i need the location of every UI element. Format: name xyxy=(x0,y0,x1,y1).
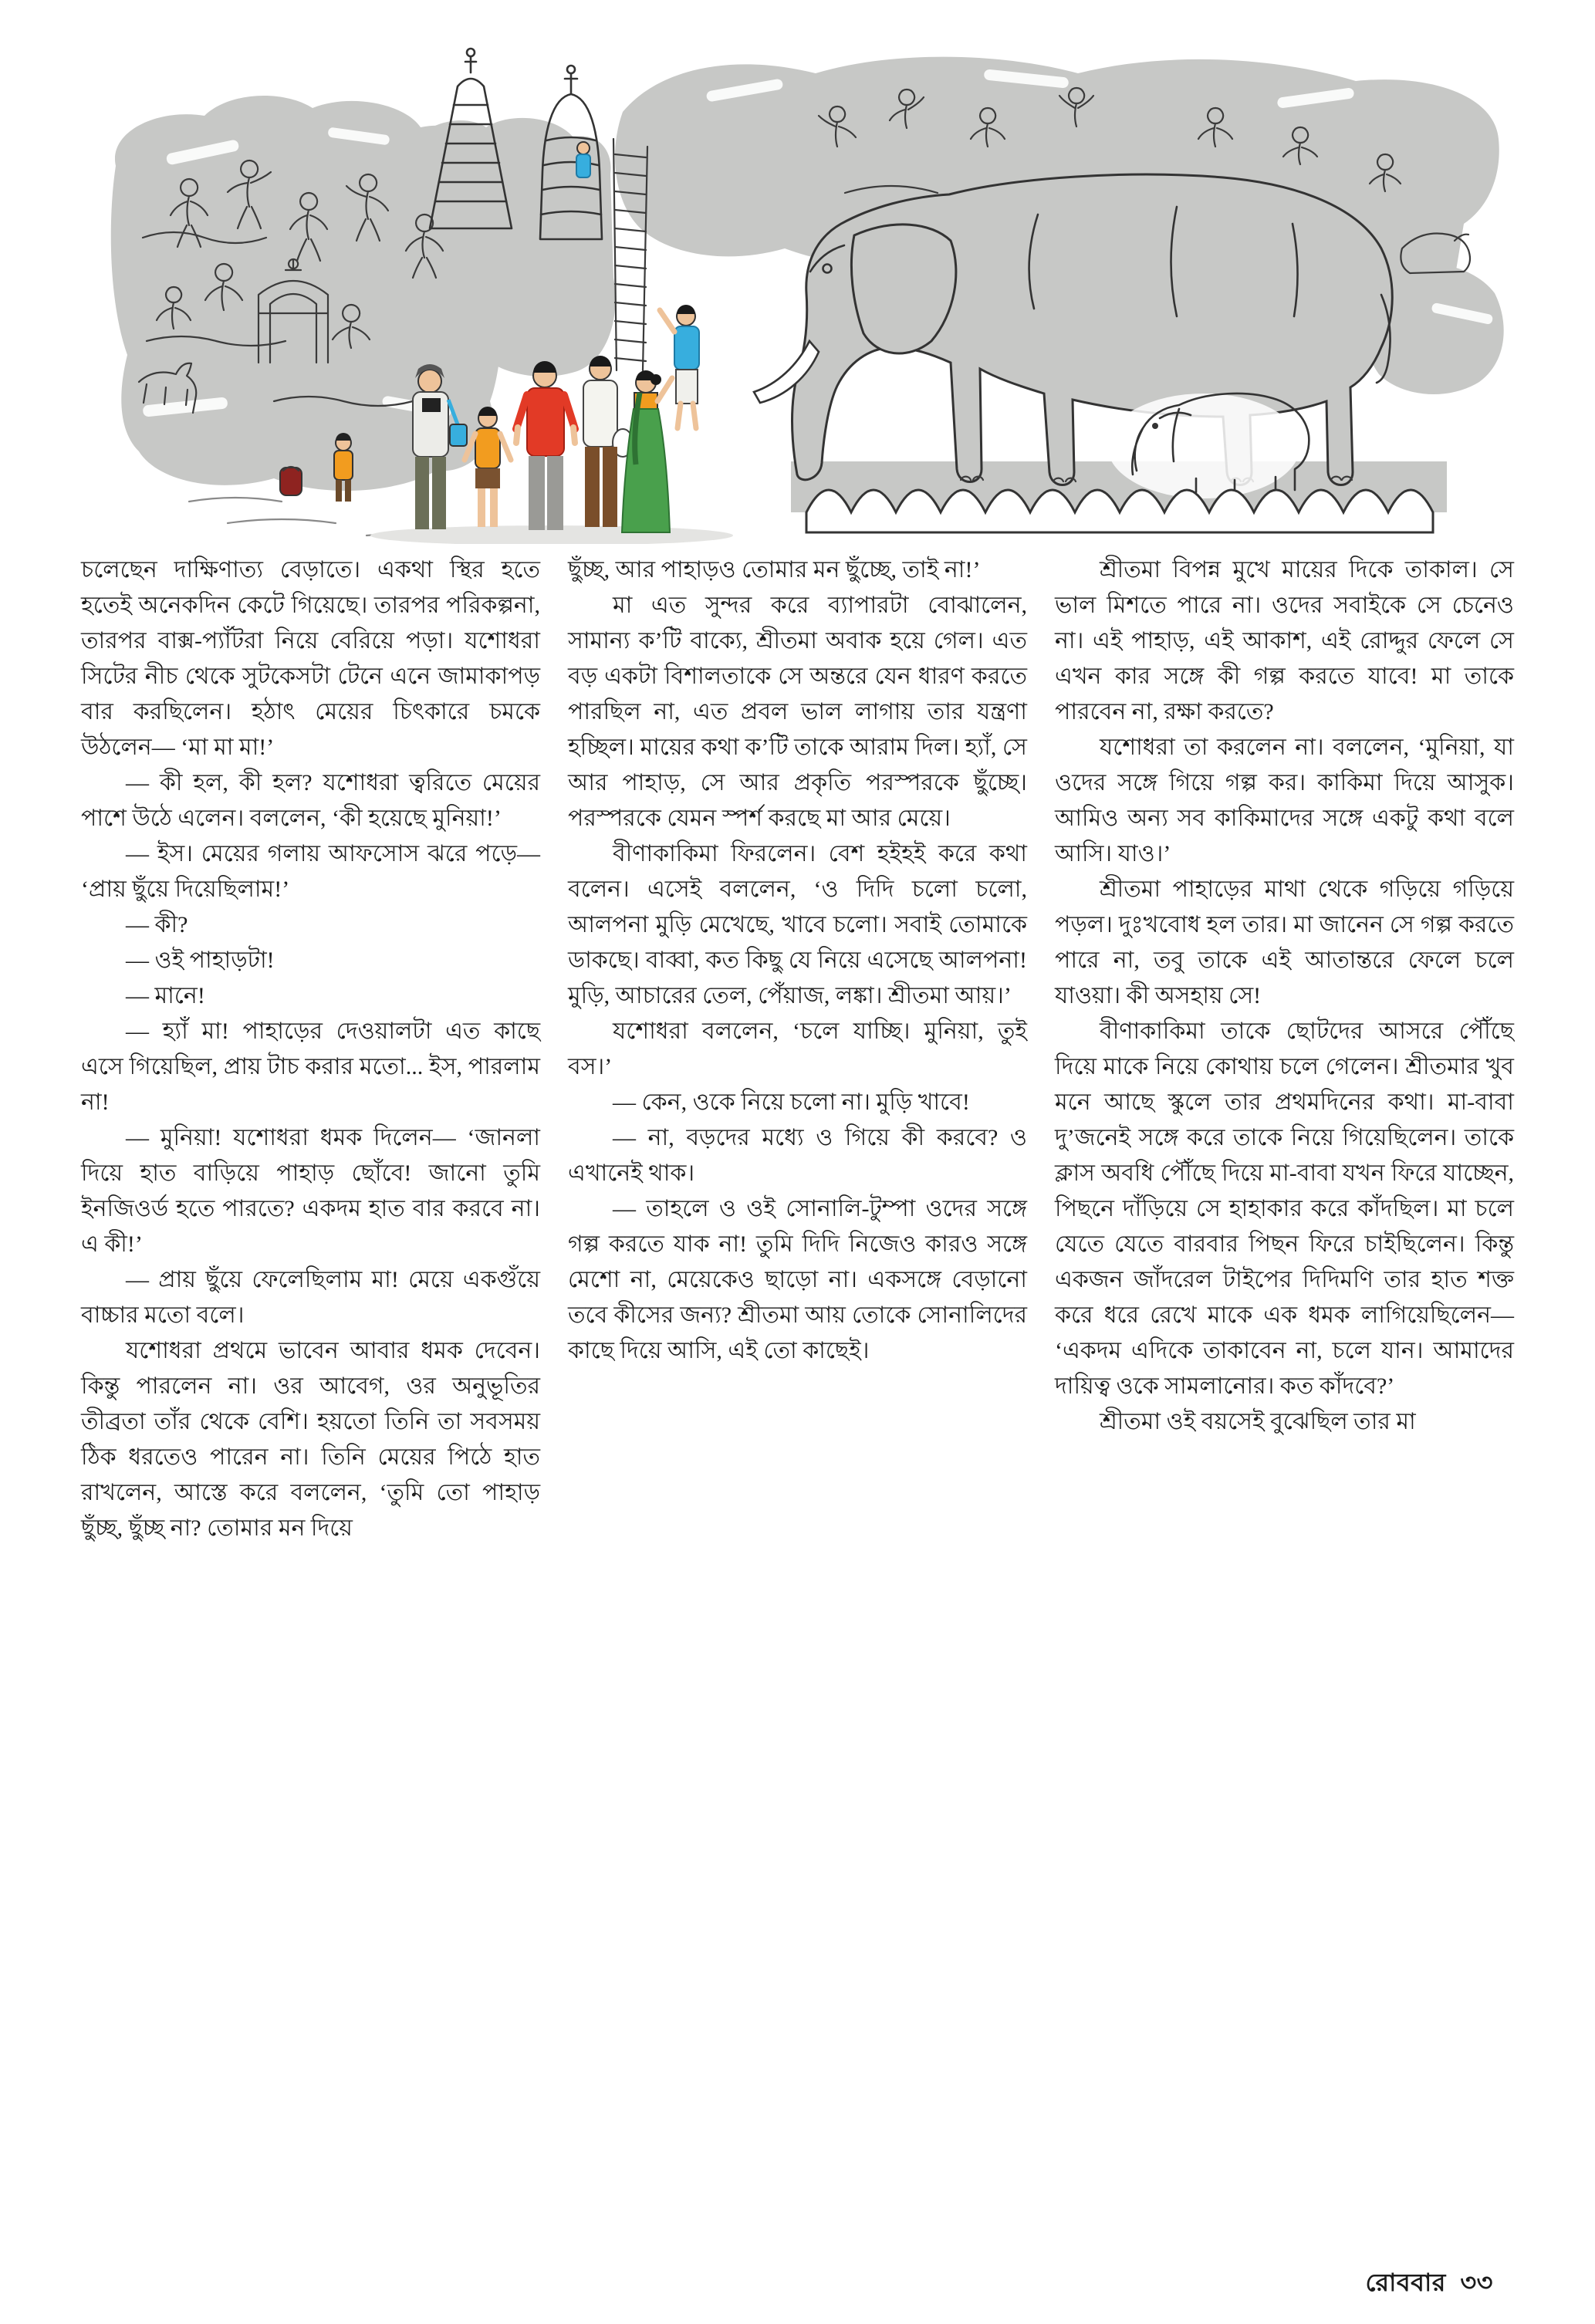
story-paragraph: শ্রীতমা পাহাড়ের মাথা থেকে গড়িয়ে গড়িয়ে পড়ল। দুঃখবোধ হল তার। মা জানেন সে গল্প করতে পারে না, তবু তাকে এই আতান্তরে ফেলে চলে যাওয়া। কী অসহায় সে! xyxy=(1055,877,1514,1008)
camera-icon xyxy=(422,398,441,412)
magazine-name: রোববার xyxy=(1365,2268,1446,2296)
story-paragraph: — কেন, ওকে নিয়ে চলো না। মুড়ি খাবে! xyxy=(613,1089,970,1115)
text-column-2 xyxy=(568,552,1027,2242)
text-column-1 xyxy=(81,552,540,2242)
story-paragraph: যশোধরা তা করলেন না। বললেন, ‘মুনিয়া, যা ওদের সঙ্গে গিয়ে গল্প কর। কাকিমা দিয়ে আসুক। আমিও অন্য সব কাকিমাদের সঙ্গে একটু কথা বলে আসি। যাও।’ xyxy=(1055,735,1514,866)
story-paragraph: — কী? xyxy=(126,912,188,937)
story-paragraph: মা এত সুন্দর করে ব্যাপারটা বোঝালেন, সামান্য ক’টি বাক্যে, শ্রীতমা অবাক হয়ে গেল। এত বড় একটা বিশালতাকে সে অন্তরে যেন ধারণ করতে পারছিল না, এত প্রবল ভাল লাগায় তার যন্ত্রণা হচ্ছিল। মায়ের কথা ক’টি তাকে আরাম দিল। হ্যাঁ, সে আর পাহাড়, সে আর প্রকৃতি পরস্পরকে ছুঁচ্ছে। পরস্পরকে যেমন স্পর্শ করছে মা আর মেয়ে। xyxy=(568,593,1027,831)
story-paragraph: শ্রীতমা বিপন্ন মুখে মায়ের দিকে তাকাল। সে ভাল মিশতে পারে না। ওদের সবাইকে সে চেনেও না। এই পাহাড়, এই আকাশ, এই রোদ্দুর ফেলে সে এখন কার সঙ্গে কী গল্প করতে যাবে! মা তাকে পারবেন না, রক্ষা করতে? xyxy=(1055,557,1514,725)
story-paragraph: বীণাকাকিমা তাকে ছোটদের আসরে পৌঁছে দিয়ে মাকে নিয়ে কোথায় চলে গেলেন। শ্রীতমার খুব মনে আছে স্কুলে তার প্রথমদিনের কথা। মা-বাবা দু’জনেই সঙ্গে করে তাকে নিয়ে গিয়েছিলেন। তাকে ক্লাস অবধি পৌঁছে দিয়ে মা-বাবা যখন ফিরে যাচ্ছেন, পিছনে দাঁড়িয়ে সে হাহাকার করে কাঁদছিল। মা চলে যেতে যেতে বারবার পিছন ফিরে চাইছিলেন। কিন্তু একজন জাঁদরেল টাইপের দিদিমণি তার হাত শক্ত করে ধরে রেখে মাকে এক ধমক লাগিয়েছিলেন— ‘একদম এদিকে তাকাবেন না, চলে যান। আমাদের দায়িত্ব ওকে সামলানোর। কত কাঁদবে?’ xyxy=(1055,1018,1514,1399)
story-paragraph: — না, বড়দের মধ্যে ও গিয়ে কী করবে? ও এখানেই থাক। xyxy=(568,1125,1027,1186)
story-paragraph: — তাহলে ও ওই সোনালি-টুম্পা ওদের সঙ্গে গল্প করতে যাক না! তুমি দিদি নিজেও কারও সঙ্গে মেশো না, মেয়েকেও ছাড়ো না। একসঙ্গে বেড়ানো তবে কীসের জন্য? শ্রীতমা আয় তোকে সোনালিদের কাছে দিয়ে আসি, এই তো কাছেই। xyxy=(568,1196,1027,1363)
story-paragraph: — প্রায় ছুঁয়ে ফেলেছিলাম মা! মেয়ে একগুঁয়ে বাচ্চার মতো বলে। xyxy=(81,1267,540,1328)
story-paragraph: — ওই পাহাড়টা! xyxy=(126,948,275,973)
story-paragraph: শ্রীতমা ওই বয়সেই বুঝেছিল তার মা xyxy=(1100,1409,1416,1434)
story-paragraph: — মানে! xyxy=(126,983,205,1008)
story-paragraph: চলেছেন দাক্ষিণাত্য বেড়াতে। একথা স্থির হতে হতেই অনেকদিন কেটে গিয়েছে। তারপর পরিকল্পনা, তারপর বাক্স-প্যাঁটরা নিয়ে বেরিয়ে পড়া। যশোধরা সিটের নীচ থেকে সুটকেসটা টেনে এনে জামাকাপড় বার করছিলেন। হঠাৎ মেয়ের চিৎকারে চমকে উঠলেন— ‘মা মা মা!’ xyxy=(81,557,540,760)
tourist-child-left xyxy=(334,433,353,502)
story-paragraph: — মুনিয়া! যশোধরা ধমক দিলেন— ‘জানলা দিয়ে হাত বাড়িয়ে পাহাড় ছোঁবে! জানো তুমি ইনজিওর্ড হতে পারতে? একদম হাত বার করবে না। এ কী!’ xyxy=(81,1125,540,1257)
rock-carving-illustration xyxy=(73,39,1524,544)
tourist-woman-sari xyxy=(622,370,672,532)
page-footer xyxy=(1358,2263,1494,2305)
story-paragraph: — কী হল, কী হল? যশোধরা ত্বরিতে মেয়ের পাশে উঠে এলেন। বললেন, ‘কী হয়েছে মুনিয়া!’ xyxy=(81,770,540,831)
story-paragraph: যশোধরা প্রথমে ভাবেন আবার ধমক দেবেন। কিন্তু পারলেন না। ওর আবেগ, ওর অনুভূতির তীব্রতা তাঁর থেকে বেশি। হয়তো তিনি তা সবসময় ঠিক ধরতেও পারেন না। তিনি মেয়ের পিঠে হাত রাখলেন, আস্তে করে বললেন, ‘তুমি তো পাহাড় ছুঁচ্ছ, ছুঁচ্ছ না? তোমার মন দিয়ে xyxy=(81,1338,540,1541)
story-paragraph: যশোধরা বললেন, ‘চলে যাচ্ছি। মুনিয়া, তুই বস।’ xyxy=(568,1018,1027,1079)
story-paragraph: — ইস। মেয়ের গলায় আফসোস ঝরে পড়ে— ‘প্রায় ছুঁয়ে দিয়েছিলাম!’ xyxy=(81,841,540,902)
backpack xyxy=(280,467,302,495)
tourist-climber-blue xyxy=(660,305,699,428)
page-number: ৩৩ xyxy=(1460,2268,1493,2296)
story-paragraph: — হ্যাঁ মা! পাহাড়ের দেওয়ালটা এত কাছে এসে গিয়েছিল, প্রায় টাচ করার মতো... ইস, পারলাম না! xyxy=(81,1018,540,1115)
figure-blue-high xyxy=(576,142,590,177)
story-paragraph: বীণাকাকিমা ফিরলেন। বেশ হইহই করে কথা বলেন। এসেই বললেন, ‘ও দিদি চলো চলো, আলপনা মুড়ি মেখেছে, খাবে চলো। সবাই তোমাকে ডাকছে। বাব্বা, কত কিছু যে নিয়ে এসেছে আলপনা! মুড়ি, আচারের তেল, পেঁয়াজ, লঙ্কা। শ্রীতমা আয়।’ xyxy=(568,841,1027,1008)
text-column-3 xyxy=(1055,552,1514,2242)
camera-bag xyxy=(450,424,467,446)
story-text xyxy=(81,552,1514,2242)
story-paragraph: ছুঁচ্ছ, আর পাহাড়ও তোমার মন ছুঁচ্ছে, তাই না!’ xyxy=(568,557,981,583)
tourist-man-red xyxy=(516,361,575,530)
